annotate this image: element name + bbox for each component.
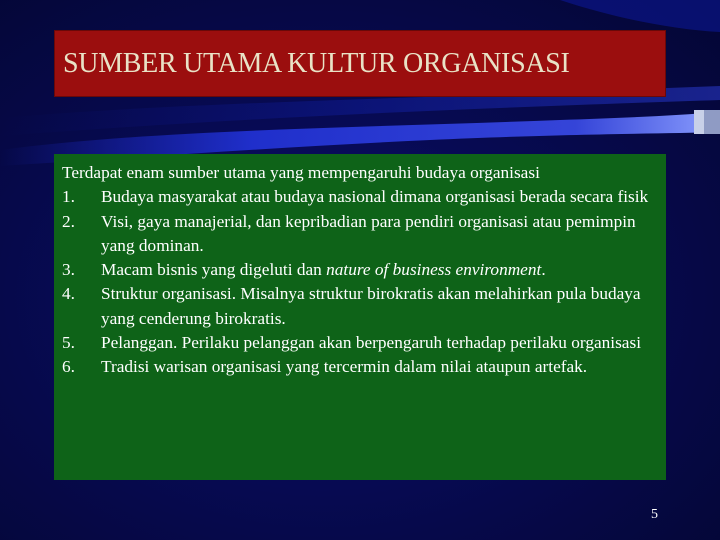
- list-item-number: 2.: [62, 211, 75, 231]
- sources-list: [62, 185, 658, 379]
- list-item-number: 4.: [62, 284, 75, 304]
- list-item-text: [101, 258, 658, 282]
- list-item: [62, 258, 658, 282]
- list-item-text-plain: Macam bisnis yang digeluti dan: [101, 260, 327, 280]
- page-number: 5: [651, 507, 658, 522]
- content-box: [54, 154, 666, 480]
- list-item-text-end: .: [541, 260, 546, 280]
- list-item-number: 5.: [62, 333, 75, 353]
- list-item-text-italic: nature of business environment: [326, 260, 542, 280]
- list-item-number: 1.: [62, 187, 75, 207]
- list-item-text: Pelanggan. Perilaku pelanggan akan berpengaruh terhadap perilaku organisasi: [101, 333, 642, 353]
- list-item: [62, 355, 658, 379]
- list-item: [62, 210, 658, 259]
- intro-text: Terdapat enam sumber utama yang mempengaruhi budaya organisasi: [62, 163, 540, 182]
- slide-title-box: [54, 30, 666, 97]
- list-item: [62, 331, 658, 355]
- list-item-text: Visi, gaya manajerial, dan kepribadian para pendiri organisasi atau pemimpin yang dominan.: [101, 211, 636, 255]
- list-item: [62, 282, 658, 331]
- list-item-text: Tradisi warisan organisasi yang tercermin dalam nilai ataupun artefak.: [101, 357, 588, 377]
- slide-title: SUMBER UTAMA KULTUR ORGANISASI: [63, 47, 570, 79]
- list-item-number: 3.: [62, 260, 75, 280]
- list-item-text: Budaya masyarakat atau budaya nasional dimana organisasi berada secara fisik: [101, 187, 649, 207]
- list-item-number: 6.: [62, 357, 75, 377]
- list-item: [62, 185, 658, 209]
- list-item-text: Struktur organisasi. Misalnya struktur birokratis akan melahirkan pula budaya yang cenderung birokratis.: [101, 284, 641, 328]
